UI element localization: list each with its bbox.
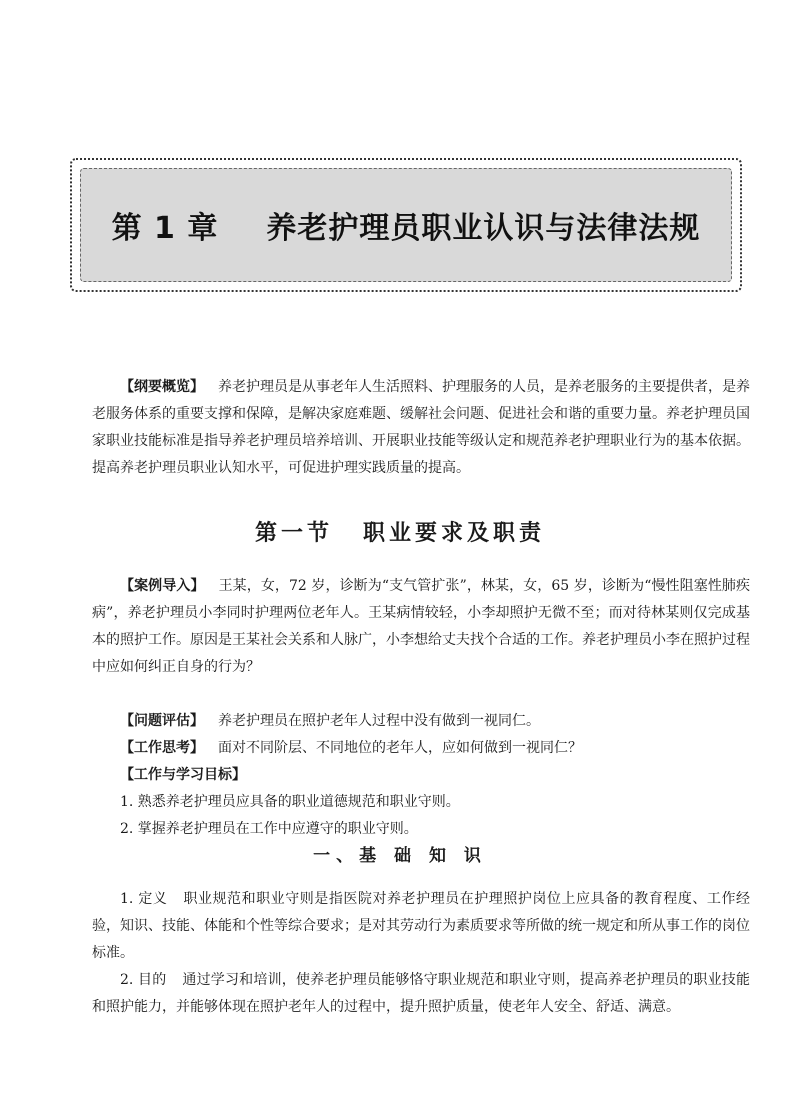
subsection-heading: 一、基 础 知 识	[313, 846, 487, 866]
case-text: 王某，女，72 岁，诊断为“支气管扩张”，林某，女，65 岁，诊断为“慢性阻塞性肺疾病”，养老护理员小李同时护理两位老年人。王某病情较轻，小李却照护无微不至；而对待林某则仅完成基本的照护工作。原因是王某社会关系和人脉广，小李想给丈夫找个合适的工作。养老护理员小李在照护过程中应如何纠正自身的行为？	[92, 578, 751, 675]
purpose-text: 通过学习和培训，使养老护理员能够恪守职业规范和职业守则，提高养老护理员的职业技能和照护能力，并能够体现在照护老年人的过程中，提升照护质量，使老年人安全、舒适、满意。	[92, 972, 751, 1015]
thinking-label: 【工作思考】	[120, 740, 204, 756]
chapter-heading	[112, 203, 701, 247]
chapter-title-frame	[70, 158, 742, 292]
overview-paragraph	[92, 374, 750, 482]
definition-text: 职业规范和职业守则是指医院对养老护理员在护理照护岗位上应具备的教育程度、工作经验，知识、技能、体能和个性等综合要求；是对其劳动行为素质要求等所做的统一规定和所从事工作的岗位标准。	[92, 891, 750, 961]
section-heading	[0, 516, 800, 547]
problem-label: 【问题评估】	[120, 713, 204, 729]
goals-heading	[92, 762, 750, 789]
purpose-term: 2. 目的	[120, 972, 167, 988]
case-paragraph	[92, 573, 750, 681]
problem-text: 养老护理员在照护老年人过程中没有做到一视同仁。	[218, 713, 540, 729]
thinking-line	[92, 735, 750, 762]
goal-item: 1. 熟悉养老护理员应具备的职业道德规范和职业守则。	[120, 794, 460, 810]
definition-paragraph	[92, 886, 750, 967]
assessment-block	[92, 708, 750, 843]
goals-label: 【工作与学习目标】	[120, 767, 246, 783]
definition-term: 1. 定义	[120, 891, 168, 907]
chapter-number: 第 1 章	[111, 211, 219, 246]
case-label: 【案例导入】	[120, 578, 205, 594]
section-title-text: 职业要求及职责	[363, 521, 546, 546]
overview-text: 养老护理员是从事老年人生活照料、护理服务的人员，是养老服务的主要提供者，是养老服务体系的重要支撑和保障，是解决家庭难题、缓解社会问题、促进社会和谐的重要力量。养老护理员国家职业技能标准是指导养老护理员培养培训、开展职业技能等级认定和规范养老护理职业行为的基本依据。提高养老护理员职业认知水平，可促进护理实践质量的提高。	[92, 379, 750, 476]
goal-item: 2. 掌握养老护理员在工作中应遵守的职业守则。	[120, 821, 418, 837]
chapter-title-box	[80, 168, 732, 282]
purpose-paragraph	[92, 967, 750, 1021]
chapter-title-text: 养老护理员职业认识与法律法规	[266, 211, 701, 246]
section-number: 第一节	[254, 521, 333, 546]
problem-line	[92, 708, 750, 735]
overview-label: 【纲要概览】	[120, 379, 204, 395]
thinking-text: 面对不同阶层、不同地位的老年人，应如何做到一视同仁？	[218, 740, 582, 756]
